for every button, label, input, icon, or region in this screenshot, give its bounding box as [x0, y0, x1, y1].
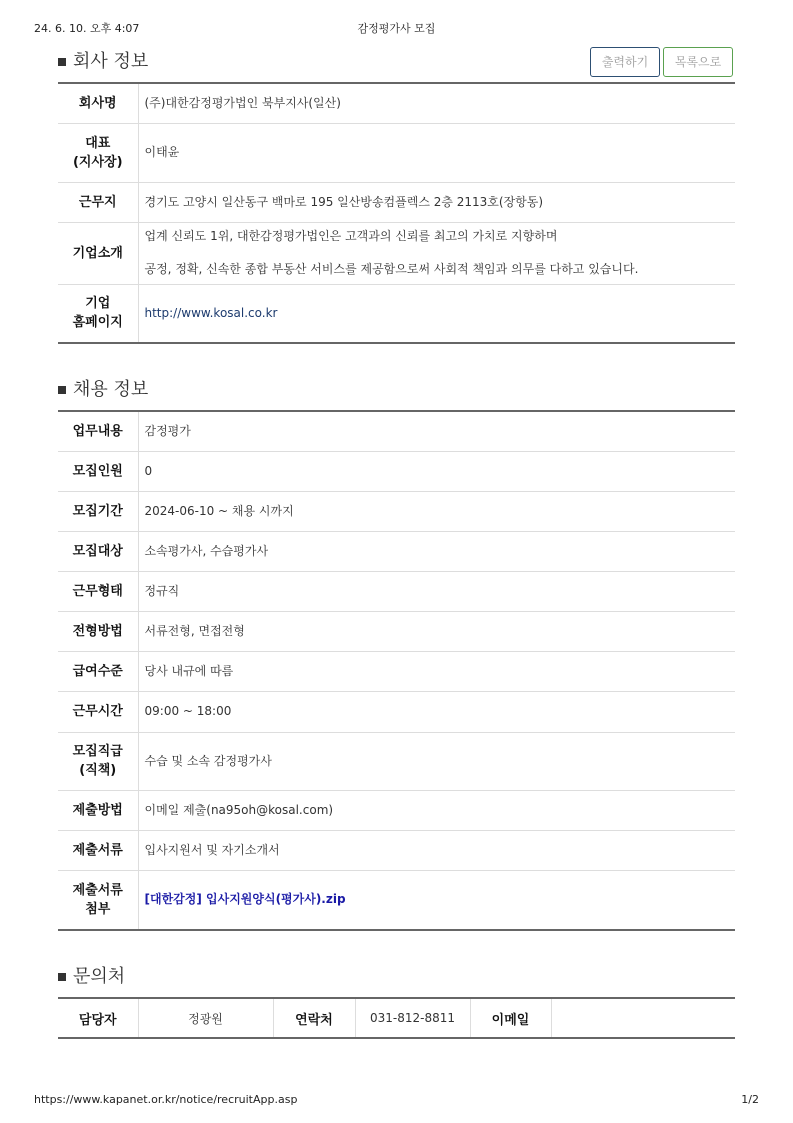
table-row — [58, 222, 735, 284]
row-label: 근무형태 — [58, 571, 138, 611]
table-row — [58, 830, 735, 870]
recruit-section-title — [58, 375, 148, 401]
row-value: 정규직 — [138, 571, 735, 611]
intro-line: 공정, 정확, 신속한 종합 부동산 서비스를 제공함으로써 사회적 책임과 의무를 다하고 있습니다. — [144, 262, 639, 276]
table-row — [58, 611, 735, 651]
table-row — [58, 571, 735, 611]
table-row — [58, 83, 735, 123]
table-row — [58, 790, 735, 830]
company-name-value: (주)대한감정평가법인 북부지사(일산) — [138, 83, 735, 123]
document-title: 감정평가사 모집 — [357, 22, 436, 35]
homepage-link[interactable]: http://www.kosal.co.kr — [144, 305, 278, 320]
company-info-table — [58, 82, 735, 344]
contact-section-title — [58, 962, 125, 988]
row-label: 제출방법 — [58, 790, 138, 830]
attachment-download-link[interactable]: [대한감정] 입사지원양식(평가사).zip — [144, 892, 346, 907]
section-title-text: 회사 정보 — [73, 51, 149, 72]
row-value: 소속평가사, 수습평가사 — [138, 531, 735, 571]
row-label: 근무지 — [58, 182, 138, 222]
intro-line: 업계 신뢰도 1위, 대한감정평가법인은 고객과의 신뢰를 최고의 가치로 지향하며 — [144, 229, 558, 243]
contact-table — [58, 997, 735, 1039]
table-row — [58, 732, 735, 790]
table-row — [58, 123, 735, 182]
row-label: 전형방법 — [58, 611, 138, 651]
print-button[interactable]: 출력하기 — [590, 47, 660, 77]
phone-label: 연락처 — [273, 998, 355, 1038]
table-row — [58, 651, 735, 691]
table-row — [58, 411, 735, 451]
table-row — [58, 491, 735, 531]
row-label: 대표 (지사장) — [58, 123, 138, 182]
row-value: 서류전형, 면접전형 — [138, 611, 735, 651]
row-label: 모집대상 — [58, 531, 138, 571]
manager-value: 정광원 — [138, 998, 273, 1038]
row-value: 당사 내규에 따름 — [138, 651, 735, 691]
homepage-cell — [138, 284, 735, 343]
row-value: 이메일 제출(na95oh@kosal.com) — [138, 790, 735, 830]
attachment-cell — [138, 870, 735, 930]
print-date: 24. 6. 10. 오후 4:07 — [34, 22, 140, 35]
page-number: 1/2 — [741, 1093, 759, 1106]
row-label: 제출서류 첨부 — [58, 870, 138, 930]
table-row — [58, 870, 735, 930]
row-value: 수습 및 소속 감정평가사 — [138, 732, 735, 790]
company-intro-value — [138, 222, 735, 284]
row-label: 업무내용 — [58, 411, 138, 451]
table-row — [58, 531, 735, 571]
email-value — [551, 998, 735, 1038]
phone-value: 031-812-8811 — [355, 998, 470, 1038]
row-label: 기업소개 — [58, 222, 138, 284]
row-value: 감정평가 — [138, 411, 735, 451]
row-label: 모집인원 — [58, 451, 138, 491]
row-label: 회사명 — [58, 83, 138, 123]
table-row — [58, 691, 735, 732]
row-label: 제출서류 — [58, 830, 138, 870]
row-value: 0 — [138, 451, 735, 491]
section-title-text: 문의처 — [73, 966, 126, 987]
back-to-list-button[interactable]: 목록으로 — [663, 47, 733, 77]
table-row — [58, 451, 735, 491]
row-label: 기업 홈페이지 — [58, 284, 138, 343]
workplace-value: 경기도 고양시 일산동구 백마로 195 일산방송컴플렉스 2층 2113호(장항동) — [138, 182, 735, 222]
row-value: 2024-06-10 ~ 채용 시까지 — [138, 491, 735, 531]
square-bullet-icon — [58, 58, 66, 66]
table-row — [58, 284, 735, 343]
manager-label: 담당자 — [58, 998, 138, 1038]
row-label: 급여수준 — [58, 651, 138, 691]
company-section-title — [58, 47, 148, 73]
row-value: 09:00 ~ 18:00 — [138, 691, 735, 732]
square-bullet-icon — [58, 973, 66, 981]
row-label: 근무시간 — [58, 691, 138, 732]
table-row — [58, 998, 735, 1038]
row-label: 모집기간 — [58, 491, 138, 531]
print-footer — [34, 1093, 759, 1107]
print-header — [34, 20, 759, 34]
page-url: https://www.kapanet.or.kr/notice/recruitApp.asp — [34, 1093, 298, 1106]
recruit-info-table — [58, 410, 735, 931]
representative-value: 이태윤 — [138, 123, 735, 182]
row-value: 입사지원서 및 자기소개서 — [138, 830, 735, 870]
email-label: 이메일 — [470, 998, 551, 1038]
square-bullet-icon — [58, 386, 66, 394]
table-row — [58, 182, 735, 222]
row-label: 모집직급 (직책) — [58, 732, 138, 790]
section-title-text: 채용 정보 — [73, 379, 149, 400]
